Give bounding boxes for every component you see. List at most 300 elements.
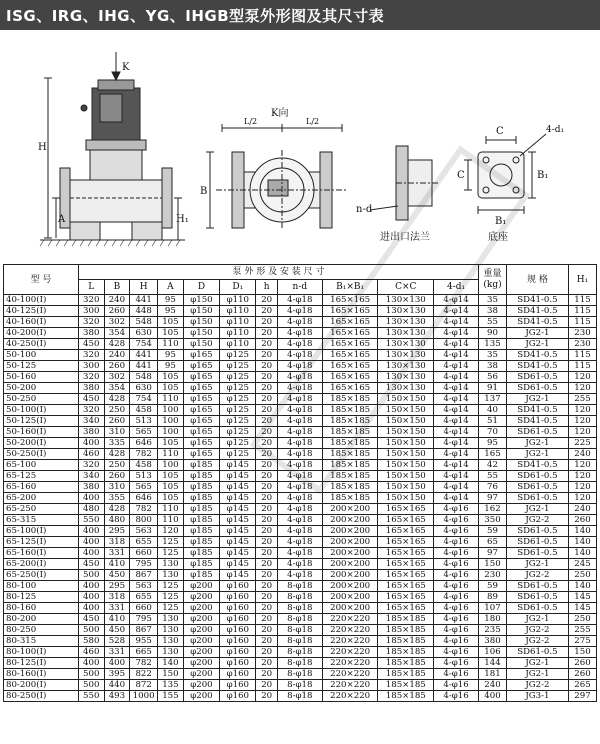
table-cell: 4-φ16 (434, 625, 479, 636)
table-cell: φ185 (183, 460, 219, 471)
h1-label: H₁ (176, 214, 189, 225)
k-view-label: K向 (271, 108, 289, 119)
table-cell: 400 (479, 691, 507, 702)
model-cell: 50-100 (4, 350, 79, 361)
table-cell: SD61-0.5 (506, 548, 568, 559)
table-cell: 4-φ14 (434, 339, 479, 350)
table-cell: 20 (256, 581, 277, 592)
k-arrow-label: K (122, 62, 130, 73)
table-cell: φ110 (220, 295, 256, 306)
table-cell: SD61-0.5 (506, 592, 568, 603)
table-cell: 20 (256, 328, 277, 339)
table-cell: 867 (130, 625, 158, 636)
table-cell: 250 (568, 570, 596, 581)
table-cell: φ160 (220, 647, 256, 658)
table-cell: 165×165 (378, 515, 434, 526)
table-cell: 380 (78, 482, 104, 493)
table-cell: 400 (78, 537, 104, 548)
table-cell: SD61-0.5 (506, 471, 568, 482)
table-cell: 130 (158, 570, 184, 581)
table-cell: 20 (256, 339, 277, 350)
table-cell: 125 (158, 603, 184, 614)
table-row (4, 515, 597, 526)
table-cell: 4-φ14 (434, 394, 479, 405)
table-cell: 140 (568, 537, 596, 548)
model-cell: 65-100 (4, 460, 79, 471)
table-cell: 115 (568, 361, 596, 372)
table-cell: 255 (568, 625, 596, 636)
table-cell: 150 (479, 559, 507, 570)
table-cell: 320 (78, 317, 104, 328)
model-cell: 65-250(I) (4, 570, 79, 581)
table-cell: 4-φ14 (434, 449, 479, 460)
table-cell: 4-φ18 (277, 383, 322, 394)
table-cell: SD61-0.5 (506, 603, 568, 614)
table-cell: 150×150 (378, 438, 434, 449)
table-cell: φ185 (183, 548, 219, 559)
table-cell: 185×185 (322, 394, 378, 405)
table-cell: 335 (104, 438, 130, 449)
table-cell: 8-φ18 (277, 658, 322, 669)
table-cell: 440 (104, 680, 130, 691)
table-cell: 140 (568, 526, 596, 537)
table-cell: 4-φ16 (434, 504, 479, 515)
table-cell: 340 (78, 416, 104, 427)
table-cell: 4-φ16 (434, 570, 479, 581)
table-cell: 120 (568, 416, 596, 427)
table-cell: 107 (479, 603, 507, 614)
table-cell: 754 (130, 339, 158, 350)
table-cell: 428 (104, 504, 130, 515)
table-cell: 4-φ18 (277, 306, 322, 317)
table-cell: 165×165 (322, 372, 378, 383)
table-cell: 754 (130, 394, 158, 405)
table-cell: SD41-0.5 (506, 361, 568, 372)
table-cell: φ145 (220, 570, 256, 581)
table-cell: φ145 (220, 515, 256, 526)
table-cell: 20 (256, 658, 277, 669)
table-cell: 320 (78, 350, 104, 361)
table-cell: φ200 (183, 658, 219, 669)
table-cell: 185×185 (322, 405, 378, 416)
table-cell: 265 (568, 680, 596, 691)
table-cell: φ185 (183, 504, 219, 515)
table-cell: 225 (568, 438, 596, 449)
table-cell: 42 (479, 460, 507, 471)
table-cell: 38 (479, 306, 507, 317)
table-cell: 130×130 (378, 317, 434, 328)
table-cell: φ145 (220, 493, 256, 504)
table-cell: 200×200 (322, 592, 378, 603)
table-cell: 115 (568, 295, 596, 306)
table-cell: 105 (158, 328, 184, 339)
table-cell: 165×165 (322, 317, 378, 328)
table-cell: 97 (479, 493, 507, 504)
table-cell: 458 (130, 460, 158, 471)
table-cell: φ185 (183, 559, 219, 570)
table-cell: 120 (568, 471, 596, 482)
table-cell: 320 (78, 405, 104, 416)
table-cell: 4-φ18 (277, 361, 322, 372)
table-cell: 410 (104, 559, 130, 570)
table-cell: 165×165 (378, 570, 434, 581)
table-row (4, 669, 597, 680)
col-dim-header: A (158, 280, 184, 295)
table-cell: 20 (256, 350, 277, 361)
table-cell: 145 (568, 592, 596, 603)
table-cell: 400 (78, 493, 104, 504)
base-caption: 底座 (488, 232, 508, 243)
col-dims-group: 泵 外 形 及 安 装 尺 寸 (78, 265, 478, 280)
table-cell: 140 (568, 581, 596, 592)
table-cell: 320 (78, 295, 104, 306)
flange-caption: 进出口法兰 (380, 232, 430, 243)
table-cell: 250 (104, 460, 130, 471)
table-cell: 500 (78, 570, 104, 581)
table-cell: 660 (130, 603, 158, 614)
table-cell: 8-φ18 (277, 592, 322, 603)
table-cell: φ150 (183, 317, 219, 328)
table-cell: 548 (130, 317, 158, 328)
table-cell: 260 (568, 658, 596, 669)
table-cell: 200×200 (322, 581, 378, 592)
table-cell: 150×150 (378, 394, 434, 405)
page-title: ISG、IRG、IHG、YG、IHGB型泵外形图及其尺寸表 (6, 6, 385, 25)
model-cell: 50-160 (4, 372, 79, 383)
table-cell: φ145 (220, 471, 256, 482)
table-cell: 565 (130, 482, 158, 493)
model-cell: 65-160(I) (4, 548, 79, 559)
table-cell: JG2-1 (506, 438, 568, 449)
col-dim-header: H (130, 280, 158, 295)
base-plate-view (464, 134, 549, 214)
table-cell: JG2-1 (506, 504, 568, 515)
table-cell: 97 (479, 548, 507, 559)
table-cell: 165×165 (378, 548, 434, 559)
table-cell: 4-φ14 (434, 438, 479, 449)
table-cell: φ200 (183, 603, 219, 614)
table-cell: 20 (256, 603, 277, 614)
model-cell: 40-250(I) (4, 339, 79, 350)
table-cell: 4-φ18 (277, 504, 322, 515)
table-cell: 340 (78, 471, 104, 482)
table-row (4, 460, 597, 471)
model-cell: 80-315 (4, 636, 79, 647)
table-cell: 165×165 (322, 383, 378, 394)
table-cell: 165×165 (378, 537, 434, 548)
table-cell: φ160 (220, 581, 256, 592)
table-cell: 65 (479, 537, 507, 548)
table-cell: φ185 (183, 493, 219, 504)
table-cell: 4-φ18 (277, 460, 322, 471)
table-cell: φ160 (220, 669, 256, 680)
table-cell: φ125 (220, 350, 256, 361)
table-cell: 100 (158, 405, 184, 416)
table-cell: 380 (78, 328, 104, 339)
table-cell: 200×200 (322, 515, 378, 526)
table-cell: 95 (158, 350, 184, 361)
table-cell: 20 (256, 471, 277, 482)
table-cell: φ200 (183, 647, 219, 658)
table-cell: 162 (479, 504, 507, 515)
table-cell: 665 (130, 647, 158, 658)
c-left-label: C (457, 170, 465, 181)
table-cell: φ185 (183, 526, 219, 537)
table-cell: φ145 (220, 548, 256, 559)
table-cell: 230 (568, 328, 596, 339)
table-cell: 480 (78, 504, 104, 515)
table-cell: 646 (130, 493, 158, 504)
table-cell: 70 (479, 427, 507, 438)
table-cell: 310 (104, 482, 130, 493)
table-cell: 513 (130, 471, 158, 482)
table-row (4, 526, 597, 537)
table-cell: 89 (479, 592, 507, 603)
model-cell: 80-125 (4, 592, 79, 603)
table-cell: 450 (78, 614, 104, 625)
table-row (4, 647, 597, 658)
table-cell: 20 (256, 427, 277, 438)
table-cell: 400 (78, 592, 104, 603)
table-cell: 4-φ14 (434, 471, 479, 482)
table-cell: 630 (130, 328, 158, 339)
model-cell: 50-200 (4, 383, 79, 394)
col-dim-header: h (256, 280, 277, 295)
table-cell: JG2-1 (506, 449, 568, 460)
table-cell: 550 (78, 691, 104, 702)
table-cell: φ185 (183, 515, 219, 526)
table-row (4, 471, 597, 482)
table-cell: 185×185 (322, 460, 378, 471)
table-cell: 331 (104, 603, 130, 614)
table-cell: 8-φ18 (277, 669, 322, 680)
table-cell: φ150 (183, 328, 219, 339)
table-cell: 8-φ18 (277, 603, 322, 614)
table-cell: SD41-0.5 (506, 460, 568, 471)
table-cell: φ200 (183, 691, 219, 702)
table-cell: φ145 (220, 537, 256, 548)
table-cell: 130 (158, 625, 184, 636)
table-cell: 59 (479, 526, 507, 537)
table-row (4, 559, 597, 570)
table-cell: 441 (130, 350, 158, 361)
table-cell: 4-φ18 (277, 493, 322, 504)
table-cell: 150×150 (378, 449, 434, 460)
table-cell: 40 (479, 405, 507, 416)
table-cell: 220×220 (322, 658, 378, 669)
table-cell: 4-φ14 (434, 482, 479, 493)
model-cell: 65-315 (4, 515, 79, 526)
table-cell: φ145 (220, 559, 256, 570)
h-label: H (38, 142, 47, 153)
table-cell: 20 (256, 680, 277, 691)
table-cell: φ160 (220, 614, 256, 625)
table-cell: 350 (479, 515, 507, 526)
table-cell: φ165 (183, 427, 219, 438)
table-cell: 4-φ16 (434, 647, 479, 658)
table-cell: 395 (104, 669, 130, 680)
table-cell: 354 (104, 383, 130, 394)
table-cell: 400 (78, 438, 104, 449)
table-cell: 240 (568, 449, 596, 460)
table-cell: 20 (256, 647, 277, 658)
table-cell: SD61-0.5 (506, 427, 568, 438)
table-cell: 38 (479, 361, 507, 372)
table-cell: 4-φ14 (434, 306, 479, 317)
table-cell: φ200 (183, 625, 219, 636)
table-cell: φ125 (220, 372, 256, 383)
table-cell: φ165 (183, 449, 219, 460)
table-cell: φ165 (183, 383, 219, 394)
table-cell: 20 (256, 537, 277, 548)
table-cell: 100 (158, 416, 184, 427)
col-model: 型 号 (4, 265, 79, 295)
col-h1: H₁ (568, 265, 596, 295)
table-cell: φ110 (220, 328, 256, 339)
table-cell: 185×185 (378, 614, 434, 625)
table-cell: 255 (568, 394, 596, 405)
table-cell: 8-φ18 (277, 581, 322, 592)
table-cell: 20 (256, 306, 277, 317)
table-cell: 4-φ16 (434, 515, 479, 526)
table-cell: 105 (158, 482, 184, 493)
table-cell: 250 (568, 614, 596, 625)
table-cell: 4-φ18 (277, 317, 322, 328)
table-cell: φ165 (183, 350, 219, 361)
table-cell: SD61-0.5 (506, 372, 568, 383)
table-cell: 140 (158, 658, 184, 669)
table-cell: 150×150 (378, 493, 434, 504)
table-cell: 165 (479, 449, 507, 460)
table-cell: 115 (568, 350, 596, 361)
table-row (4, 372, 597, 383)
b1-bottom-label: B₁ (495, 216, 507, 227)
table-cell: 872 (130, 680, 158, 691)
table-cell: 380 (78, 383, 104, 394)
model-cell: 80-160(I) (4, 669, 79, 680)
table-cell: 165×165 (378, 526, 434, 537)
table-cell: 110 (158, 339, 184, 350)
table-cell: φ150 (183, 306, 219, 317)
table-cell: 400 (78, 548, 104, 559)
table-cell: 240 (568, 504, 596, 515)
col-dim-header: D (183, 280, 219, 295)
model-cell: 80-100(I) (4, 647, 79, 658)
table-row (4, 361, 597, 372)
table-cell: 150×150 (378, 427, 434, 438)
table-cell: 20 (256, 559, 277, 570)
table-row (4, 504, 597, 515)
table-row (4, 317, 597, 328)
table-cell: 110 (158, 449, 184, 460)
table-cell: 4-φ18 (277, 482, 322, 493)
table-cell: 4-φ16 (434, 526, 479, 537)
table-cell: 230 (568, 339, 596, 350)
table-cell: 95 (158, 306, 184, 317)
c-top-label: C (496, 126, 504, 137)
table-cell: 4-φ16 (434, 581, 479, 592)
table-cell: JG3-1 (506, 691, 568, 702)
table-cell: φ125 (220, 427, 256, 438)
table-cell: φ200 (183, 592, 219, 603)
table-cell: 125 (158, 581, 184, 592)
table-cell: φ200 (183, 669, 219, 680)
col-dim-header: n-d (277, 280, 322, 295)
table-cell: 260 (104, 471, 130, 482)
table-cell: 4-φ18 (277, 515, 322, 526)
model-cell: 65-100(I) (4, 526, 79, 537)
b1-side-label: B₁ (537, 170, 549, 181)
table-cell: 4-φ16 (434, 691, 479, 702)
table-cell: 4-φ16 (434, 680, 479, 691)
table-cell: 655 (130, 592, 158, 603)
table-cell: 8-φ18 (277, 636, 322, 647)
table-cell: JG2-1 (506, 614, 568, 625)
table-cell: 185×185 (378, 658, 434, 669)
table-cell: 380 (479, 636, 507, 647)
table-cell: φ200 (183, 581, 219, 592)
table-cell: 450 (78, 559, 104, 570)
table-cell: φ125 (220, 394, 256, 405)
table-cell: 493 (104, 691, 130, 702)
table-cell: 500 (78, 680, 104, 691)
table-cell: SD61-0.5 (506, 537, 568, 548)
table-cell: 20 (256, 394, 277, 405)
table-row (4, 537, 597, 548)
table-cell: 4-φ18 (277, 427, 322, 438)
table-cell: 165×165 (378, 592, 434, 603)
model-cell: 50-160(I) (4, 427, 79, 438)
table-cell: 8-φ18 (277, 625, 322, 636)
table-cell: 180 (479, 614, 507, 625)
nd-label: n-d (356, 204, 373, 215)
model-cell: 50-100(I) (4, 405, 79, 416)
table-cell: JG2-1 (506, 394, 568, 405)
table-cell: φ110 (220, 339, 256, 350)
table-cell: φ125 (220, 438, 256, 449)
table-cell: 230 (479, 570, 507, 581)
table-cell: 240 (479, 680, 507, 691)
table-cell: φ160 (220, 636, 256, 647)
table-cell: 20 (256, 526, 277, 537)
table-cell: φ160 (220, 658, 256, 669)
table-cell: 20 (256, 383, 277, 394)
table-cell: 185×185 (322, 427, 378, 438)
table-cell: 220×220 (322, 614, 378, 625)
table-cell: 4-φ16 (434, 614, 479, 625)
table-cell: 165×165 (322, 361, 378, 372)
table-cell: 4-φ18 (277, 537, 322, 548)
table-cell: 320 (78, 460, 104, 471)
table-cell: 867 (130, 570, 158, 581)
table-row (4, 416, 597, 427)
table-cell: JG2-2 (506, 570, 568, 581)
table-cell: 4-φ14 (434, 317, 479, 328)
table-cell: 795 (130, 614, 158, 625)
table-cell: 20 (256, 317, 277, 328)
table-cell: 185×185 (378, 636, 434, 647)
table-cell: 302 (104, 317, 130, 328)
table-cell: 20 (256, 493, 277, 504)
table-cell: φ145 (220, 526, 256, 537)
table-cell: JG2-2 (506, 680, 568, 691)
table-cell: 20 (256, 372, 277, 383)
table-cell: 185×185 (322, 449, 378, 460)
table-row (4, 383, 597, 394)
model-cell: 50-125 (4, 361, 79, 372)
table-cell: φ160 (220, 603, 256, 614)
table-cell: 51 (479, 416, 507, 427)
